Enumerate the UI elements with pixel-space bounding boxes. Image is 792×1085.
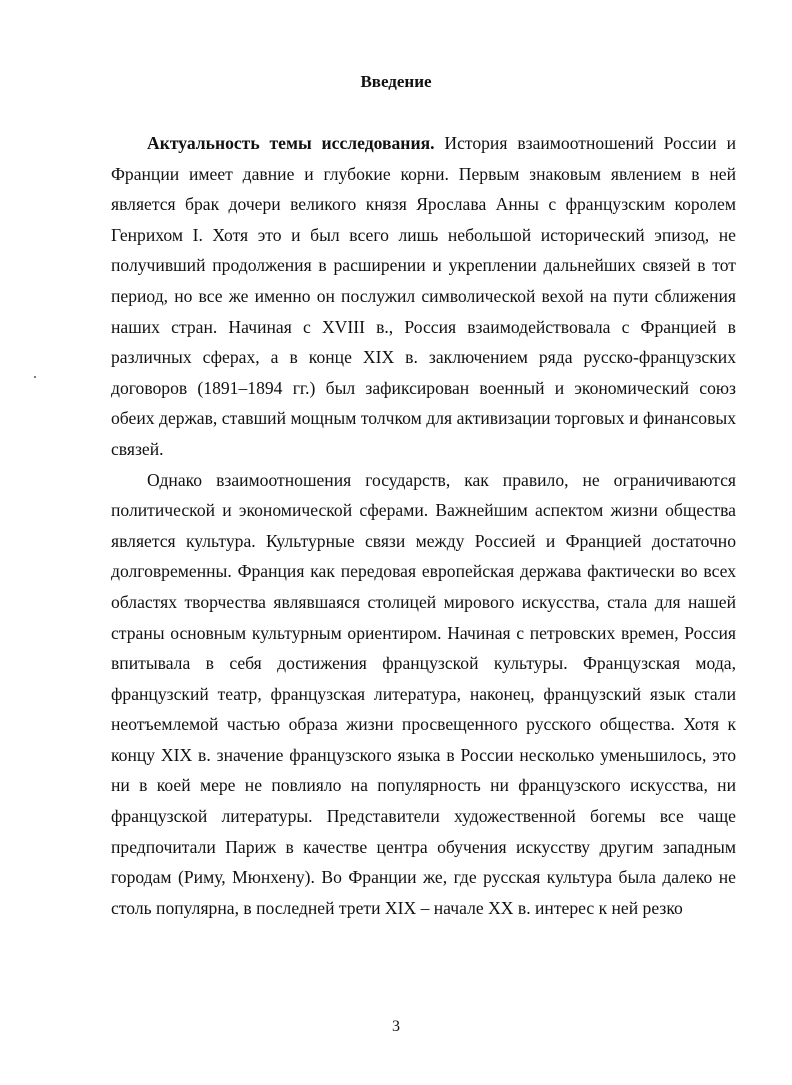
page-number: 3 (392, 1018, 400, 1035)
paragraph-1-text: История взаимоотношений России и Франции имеет давние и глубокие корни. Первым знаковым явлением в ней является брак дочери великого князя Ярослава Анны с французским королем Генрихом I. Хотя это и был всего лишь небольшой исторический эпизод, не получивший продолжения в расширении и укреплении дальнейших связей в тот период, но все же именно он послужил символической вехой на пути сближения наших стран. Начиная с XVIII в., Россия взаимодействовала с Францией в различных сферах, а в конце XIX в. заключением ряда русско-французских договоров (1891–1894 гг.) был зафиксирован военный и экономический союз обеих держав, ставший мощным толчком для активизации торговых и финансовых связей. (111, 133, 736, 459)
paragraph-2 (111, 465, 736, 924)
body-text (111, 128, 736, 923)
paragraph-1-lead: Актуальность темы исследования. (147, 133, 435, 153)
paragraph-2-text: Однако взаимоотношения государств, как правило, не ограничиваются политической и экономической сферами. Важнейшим аспектом жизни общества является культура. Культурные связи между Россией и Францией достаточно долговременны. Франция как передовая европейская держава фактически во всех областях творчества являвшаяся столицей мирового искусства, стала для нашей страны основным культурным ориентиром. Начиная с петровских времен, Россия впитывала в себя достижения французской культуры. Французская мода, французский театр, французская литература, наконец, французский язык стали неотъемлемой частью образа жизни просвещенного русского общества. Хотя к концу XIX в. значение французского языка в России несколько уменьшилось, это ни в коей мере не повлияло на популярность ни французского искусства, ни французской литературы. Представители художественной богемы все чаще предпочитали Париж в качестве центра обучения искусству другим западным городам (Риму, Мюнхену). Во Франции же, где русская культура была далеко не столь популярна, в последней трети XIX – начале XX в. интерес к ней резко (111, 469, 736, 918)
paragraph-1 (111, 128, 736, 465)
section-title: Введение (360, 72, 432, 91)
margin-mark (34, 376, 36, 378)
